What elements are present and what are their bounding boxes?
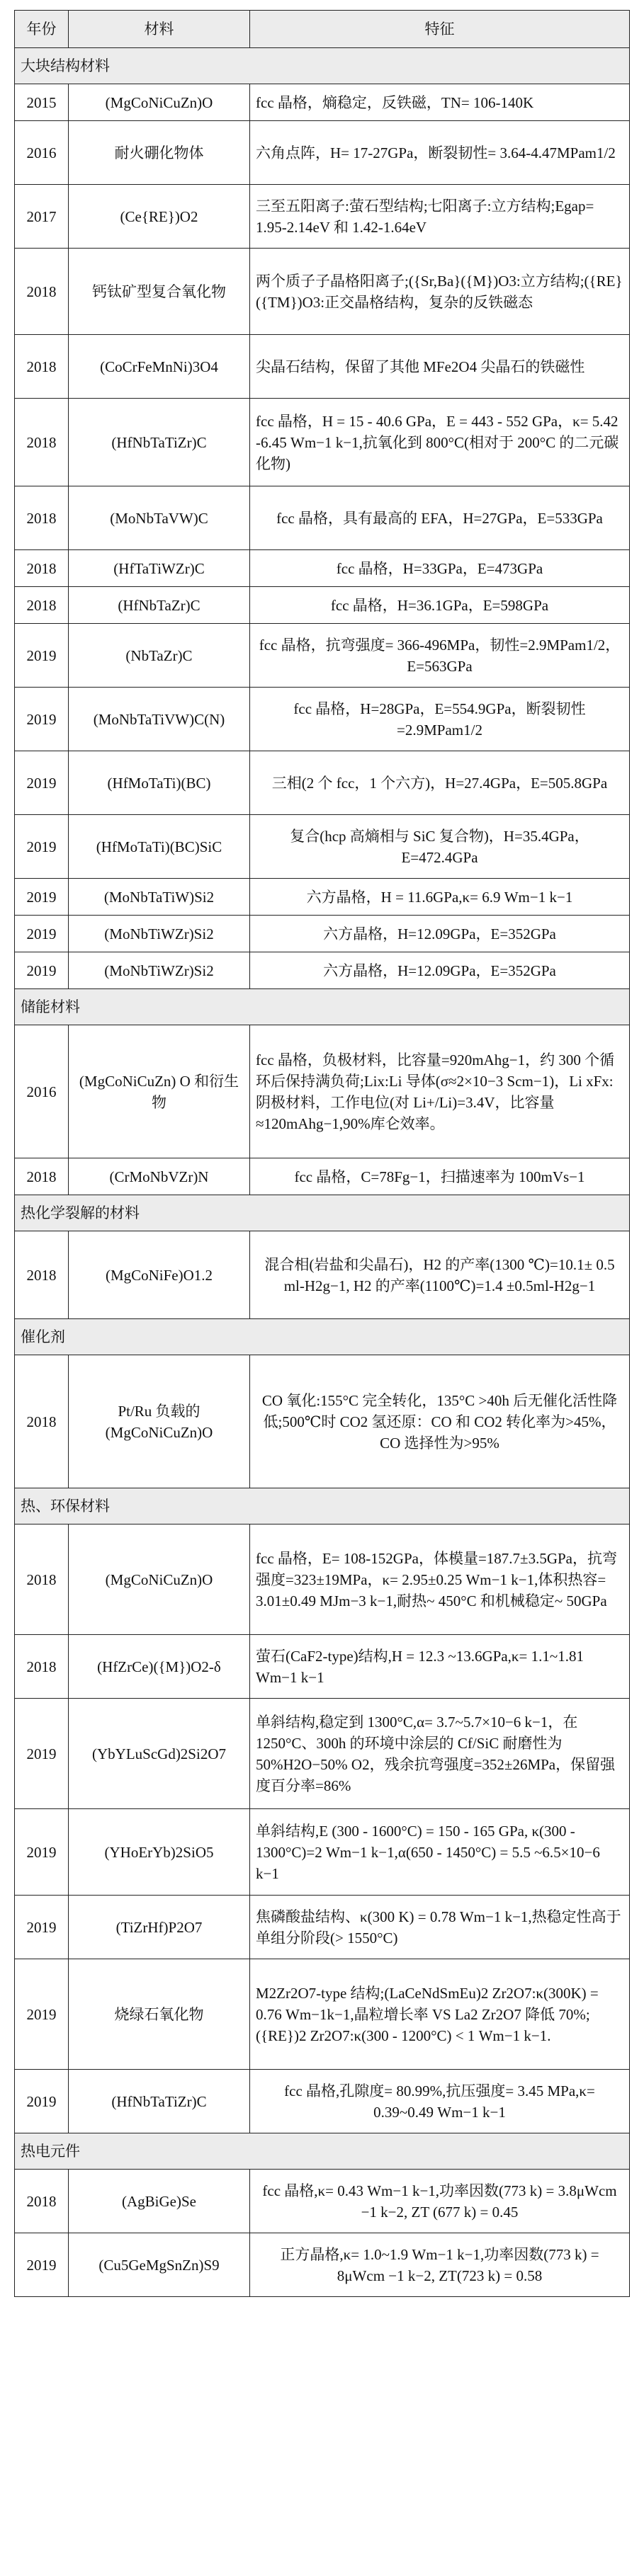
- year-cell: 2019: [15, 1699, 69, 1809]
- year-cell: 2018: [15, 1231, 69, 1319]
- table-row: [15, 879, 630, 916]
- feature-cell: fcc 晶格，H=28GPa，E=554.9GPa，断裂韧性=2.9MPam1/2: [250, 688, 630, 751]
- material-cell: (YHoErYb)2SiO5: [69, 1809, 250, 1896]
- year-cell: 2019: [15, 2070, 69, 2133]
- feature-cell: 三至五阳离子:萤石型结构;七阳离子:立方结构;Egap= 1.95-2.14eV 和 1.42-1.64eV: [250, 185, 630, 249]
- year-cell: 2018: [15, 1355, 69, 1488]
- year-cell: 2018: [15, 550, 69, 587]
- year-cell: 2019: [15, 688, 69, 751]
- feature-cell: 复合(hcp 高熵相与 SiC 复合物)，H=35.4GPa，E=472.4GPa: [250, 815, 630, 879]
- feature-cell: fcc 晶格，抗弯强度= 366-496MPa，韧性=2.9MPam1/2，E=563GPa: [250, 624, 630, 688]
- section-title: 热、环保材料: [15, 1488, 630, 1524]
- year-cell: 2019: [15, 879, 69, 916]
- materials-table: [14, 10, 630, 2297]
- table-row: [15, 952, 630, 989]
- material-cell: (HfNbTaTiZr)C: [69, 2070, 250, 2133]
- material-cell: (AgBiGe)Se: [69, 2170, 250, 2233]
- table-row: [15, 185, 630, 249]
- feature-cell: 三相(2 个 fcc，1 个六方)，H=27.4GPa，E=505.8GPa: [250, 751, 630, 815]
- table-row: [15, 1158, 630, 1195]
- table-row: [15, 2170, 630, 2233]
- year-cell: 2018: [15, 1635, 69, 1699]
- table-row: [15, 1231, 630, 1319]
- material-cell: (CrMoNbVZr)N: [69, 1158, 250, 1195]
- material-cell: 钙钛矿型复合氧化物: [69, 249, 250, 335]
- feature-cell: fcc 晶格，具有最高的 EFA，H=27GPa，E=533GPa: [250, 486, 630, 550]
- section-title: 大块结构材料: [15, 48, 630, 84]
- feature-cell: 六方晶格，H=12.09GPa，E=352GPa: [250, 916, 630, 952]
- material-cell: (MoNbTaTiVW)C(N): [69, 688, 250, 751]
- material-cell: (MoNbTaVW)C: [69, 486, 250, 550]
- material-cell: (HfNbTaTiZr)C: [69, 399, 250, 486]
- year-cell: 2019: [15, 624, 69, 688]
- material-cell: (MoNbTaTiW)Si2: [69, 879, 250, 916]
- table-row: [15, 121, 630, 185]
- feature-cell: fcc 晶格，H = 15 - 40.6 GPa，E = 443 - 552 GPa，κ= 5.42 -6.45 Wm−1 k−1,抗氧化到 800°C(相对于 200°C 的二元碳化物): [250, 399, 630, 486]
- year-cell: 2018: [15, 587, 69, 624]
- material-cell: (Ce{RE})O2: [69, 185, 250, 249]
- year-cell: 2018: [15, 335, 69, 399]
- table-row: [15, 1025, 630, 1158]
- year-cell: 2018: [15, 249, 69, 335]
- feature-cell: fcc 晶格,孔隙度= 80.99%,抗压强度= 3.45 MPa,κ= 0.39~0.49 Wm−1 k−1: [250, 2070, 630, 2133]
- material-cell: (HfMoTaTi)(BC): [69, 751, 250, 815]
- year-cell: 2019: [15, 952, 69, 989]
- table-row: [15, 1635, 630, 1699]
- feature-cell: 六角点阵，H= 17-27GPa，断裂韧性= 3.64-4.47MPam1/2: [250, 121, 630, 185]
- year-cell: 2018: [15, 2170, 69, 2233]
- year-cell: 2019: [15, 1896, 69, 1959]
- section-row: [15, 1195, 630, 1231]
- material-cell: Pt/Ru 负载的(MgCoNiCuZn)O: [69, 1355, 250, 1488]
- section-title: 储能材料: [15, 989, 630, 1025]
- material-cell: (MgCoNiFe)O1.2: [69, 1231, 250, 1319]
- table-row: [15, 84, 630, 121]
- section-title: 热化学裂解的材料: [15, 1195, 630, 1231]
- table-body: [15, 48, 630, 2297]
- feature-cell: fcc 晶格，负极材料，比容量=920mAhg−1，约 300 个循环后保持满负荷;Lix:Li 导体(σ≈2×10−3 Scm−1)，Li xFx:阴极材料，工作电位(对 Li+/Li)=3.4V，比容量≈120mAhg−1,90%库仑效率。: [250, 1025, 630, 1158]
- section-row: [15, 989, 630, 1025]
- table-row: [15, 1896, 630, 1959]
- feature-cell: M2Zr2O7-type 结构;(LaCeNdSmEu)2 Zr2O7:κ(300K) = 0.76 Wm−1k−1,晶粒增长率 VS La2 Zr2O7 降低 70%;({RE})2 Zr2O7:κ(300 - 1200°C) < 1 Wm−1 k−1.: [250, 1959, 630, 2070]
- section-row: [15, 1488, 630, 1524]
- year-cell: 2016: [15, 121, 69, 185]
- table-row: [15, 2233, 630, 2297]
- feature-cell: 两个质子子晶格阳离子;({Sr,Ba}({M})O3:立方结构;({RE}({TM})O3:正交晶格结构，复杂的反铁磁态: [250, 249, 630, 335]
- year-cell: 2018: [15, 486, 69, 550]
- year-cell: 2016: [15, 1025, 69, 1158]
- material-cell: (TiZrHf)P2O7: [69, 1896, 250, 1959]
- table-header-row: [15, 11, 630, 48]
- year-cell: 2018: [15, 399, 69, 486]
- table-row: [15, 624, 630, 688]
- material-cell: (YbYLuScGd)2Si2O7: [69, 1699, 250, 1809]
- table-row: [15, 2070, 630, 2133]
- feature-cell: fcc 晶格,κ= 0.43 Wm−1 k−1,功率因数(773 k) = 3.8μWcm −1 k−2, ZT (677 k) = 0.45: [250, 2170, 630, 2233]
- table-row: [15, 486, 630, 550]
- feature-cell: 正方晶格,κ= 1.0~1.9 Wm−1 k−1,功率因数(773 k) = 8μWcm −1 k−2, ZT(723 k) = 0.58: [250, 2233, 630, 2297]
- feature-cell: fcc 晶格，C=78Fg−1，扫描速率为 100mVs−1: [250, 1158, 630, 1195]
- table-row: [15, 1699, 630, 1809]
- material-cell: (MgCoNiCuZn) O 和衍生物: [69, 1025, 250, 1158]
- material-cell: 烧绿石氧化物: [69, 1959, 250, 2070]
- section-title: 催化剂: [15, 1319, 630, 1355]
- table-row: [15, 1809, 630, 1896]
- material-cell: (MgCoNiCuZn)O: [69, 84, 250, 121]
- feature-cell: CO 氧化:155°C 完全转化，135°C >40h 后无催化活性降低;500℃时 CO2 氢还原：CO 和 CO2 转化率为>45%，CO 选择性为>95%: [250, 1355, 630, 1488]
- year-cell: 2019: [15, 1959, 69, 2070]
- year-cell: 2018: [15, 1524, 69, 1635]
- feature-cell: fcc 晶格，H=33GPa，E=473GPa: [250, 550, 630, 587]
- section-row: [15, 2133, 630, 2170]
- material-cell: (Cu5GeMgSnZn)S9: [69, 2233, 250, 2297]
- header-material: 材料: [69, 11, 250, 48]
- feature-cell: 六方晶格，H = 11.6GPa,κ= 6.9 Wm−1 k−1: [250, 879, 630, 916]
- feature-cell: 混合相(岩盐和尖晶石)，H2 的产率(1300 ℃)=10.1± 0.5 ml-H2g−1, H2 的产率(1100℃)=1.4 ±0.5ml-H2g−1: [250, 1231, 630, 1319]
- header-year: 年份: [15, 11, 69, 48]
- year-cell: 2019: [15, 916, 69, 952]
- section-row: [15, 48, 630, 84]
- feature-cell: fcc 晶格，熵稳定，反铁磁，TN= 106-140K: [250, 84, 630, 121]
- feature-cell: 焦磷酸盐结构、κ(300 K) = 0.78 Wm−1 k−1,热稳定性高于单组分阶段(> 1550°C): [250, 1896, 630, 1959]
- feature-cell: fcc 晶格，H=36.1GPa，E=598GPa: [250, 587, 630, 624]
- year-cell: 2018: [15, 1158, 69, 1195]
- table-row: [15, 1355, 630, 1488]
- table-row: [15, 916, 630, 952]
- table-row: [15, 249, 630, 335]
- table-row: [15, 399, 630, 486]
- table-row: [15, 688, 630, 751]
- material-cell: (HfMoTaTi)(BC)SiC: [69, 815, 250, 879]
- material-cell: (CoCrFeMnNi)3O4: [69, 335, 250, 399]
- material-cell: (HfNbTaZr)C: [69, 587, 250, 624]
- feature-cell: 单斜结构,稳定到 1300°C,α= 3.7~5.7×10−6 k−1，在 1250°C、300h 的环境中涂层的 Cf/SiC 耐磨性为 50%H2O−50% O2，残余抗弯强度=352±26MPa，保留强度百分率=86%: [250, 1699, 630, 1809]
- year-cell: 2017: [15, 185, 69, 249]
- material-cell: (MoNbTiWZr)Si2: [69, 952, 250, 989]
- year-cell: 2019: [15, 815, 69, 879]
- table-row: [15, 751, 630, 815]
- material-cell: (MoNbTiWZr)Si2: [69, 916, 250, 952]
- table-row: [15, 1959, 630, 2070]
- table-row: [15, 587, 630, 624]
- material-cell: (HfZrCe)({M})O2-δ: [69, 1635, 250, 1699]
- material-cell: (HfTaTiWZr)C: [69, 550, 250, 587]
- feature-cell: 尖晶石结构，保留了其他 MFe2O4 尖晶石的铁磁性: [250, 335, 630, 399]
- table-row: [15, 1524, 630, 1635]
- year-cell: 2019: [15, 751, 69, 815]
- header-feature: 特征: [250, 11, 630, 48]
- material-cell: 耐火硼化物体: [69, 121, 250, 185]
- feature-cell: fcc 晶格，E= 108-152GPa，体模量=187.7±3.5GPa，抗弯强度=323±19MPa，κ= 2.95±0.25 Wm−1 k−1,体积热容= 3.01±0.49 MJm−3 k−1,耐热~ 450°C 和机械稳定~ 50GPa: [250, 1524, 630, 1635]
- section-row: [15, 1319, 630, 1355]
- table-row: [15, 550, 630, 587]
- material-cell: (MgCoNiCuZn)O: [69, 1524, 250, 1635]
- material-cell: (NbTaZr)C: [69, 624, 250, 688]
- year-cell: 2015: [15, 84, 69, 121]
- section-title: 热电元件: [15, 2133, 630, 2170]
- table-row: [15, 335, 630, 399]
- year-cell: 2019: [15, 2233, 69, 2297]
- feature-cell: 萤石(CaF2-type)结构,H = 12.3 ~13.6GPa,κ= 1.1~1.81 Wm−1 k−1: [250, 1635, 630, 1699]
- materials-table-document: [14, 10, 629, 2297]
- year-cell: 2019: [15, 1809, 69, 1896]
- table-row: [15, 815, 630, 879]
- feature-cell: 六方晶格，H=12.09GPa，E=352GPa: [250, 952, 630, 989]
- feature-cell: 单斜结构,E (300 - 1600°C) = 150 - 165 GPa, κ(300 - 1300°C)=2 Wm−1 k−1,α(650 - 1450°C) = 5.5 ~6.5×10−6 k−1: [250, 1809, 630, 1896]
